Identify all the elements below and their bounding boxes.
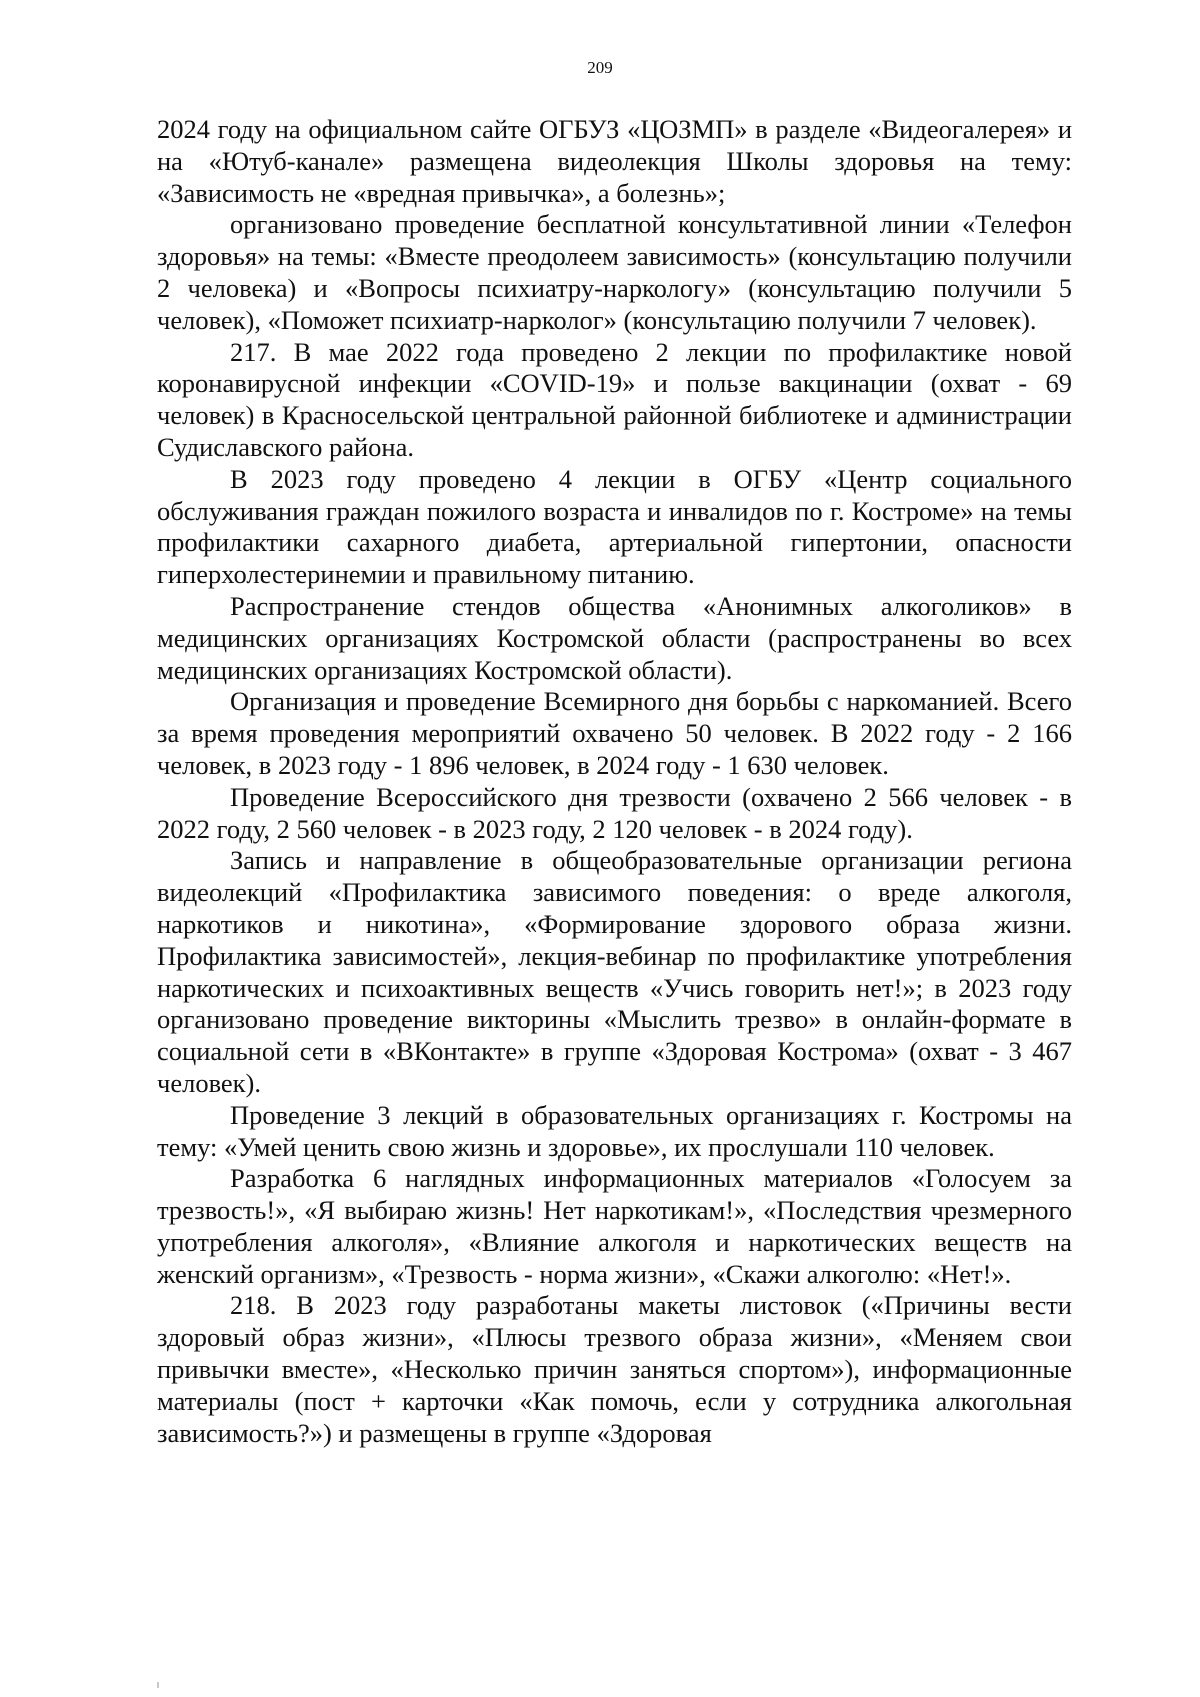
paragraph: В 2023 году проведено 4 лекции в ОГБУ «Центр социального обслуживания граждан пожилого возраста и инвалидов по г. Костроме» на темы профилактики сахарного диабета, артериальной гипертонии, опасности гиперхолестеринемии и правильному питанию. [157, 463, 1072, 590]
paragraph: Проведение 3 лекций в образовательных организациях г. Костромы на тему: «Умей ценить свою жизнь и здоровье», их прослушали 110 человек. [157, 1099, 1072, 1162]
paragraph-item-217: 217. В мае 2022 года проведено 2 лекции по профилактике новой коронавирусной инфекции «COVID-19» и пользе вакцинации (охват - 69 человек) в Красносельской центральной районной библиотеке и администрации Судиславского района. [157, 336, 1072, 462]
paragraph: Проведение Всероссийского дня трезвости (охвачено 2 566 человек - в 2022 году, 2 560 человек - в 2023 году, 2 120 человек - в 2024 году). [157, 781, 1072, 844]
scan-edge-mark [157, 1682, 159, 1688]
paragraph: организовано проведение бесплатной консультативной линии «Телефон здоровья» на темы: «Вместе преодолеем зависимость» (консультацию получили 2 человека) и «Вопросы психиатру-наркологу» (консультацию получили 5 человек), «Поможет психиатр-нарколог» (консультацию получили 7 человек). [157, 209, 1072, 335]
paragraph: Разработка 6 наглядных информационных материалов «Голосуем за трезвость!», «Я выбираю жизнь! Нет наркотикам!», «Последствия чрезмерного употребления алкоголя», «Влияние алкоголя и наркотических веществ на женский организм», «Трезвость - норма жизни», «Скажи алкоголю: «Нет!». [157, 1163, 1072, 1289]
paragraph: Распространение стендов общества «Анонимных алкоголиков» в медицинских организациях Костромской области (распространены во всех медицинских организациях Костромской области). [157, 590, 1072, 685]
document-body [157, 114, 1072, 1449]
page-number: 209 [587, 58, 613, 77]
paragraph-item-218: 218. В 2023 году разработаны макеты листовок («Причины вести здоровый образ жизни», «Плюсы трезвого образа жизни», «Меняем свои привычки вместе», «Несколько причин заняться спортом»), информационные материалы (пост + карточки «Как помочь, если у сотрудника алкогольная зависимость?») и размещены в группе «Здоровая [157, 1290, 1072, 1448]
paragraph: Запись и направление в общеобразовательные организации региона видеолекций «Профилактика зависимого поведения: о вреде алкоголя, наркотиков и никотина», «Формирование здорового образа жизни. Профилактика зависимостей», лекция-вебинар по профилактике употребления наркотических и психоактивных веществ «Учись говорить нет!»; в 2023 году организовано проведение викторины «Мыслить трезво» в онлайн-формате в социальной сети в «ВКонтакте» в группе «Здоровая Кострома» (охват - 3 467 человек). [157, 845, 1072, 1098]
paragraph-continuation: 2024 году на официальном сайте ОГБУЗ «ЦОЗМП» в разделе «Видеогалерея» и на «Ютуб-канале» размещена видеолекция Школы здоровья на тему: «Зависимость не «вредная привычка», а болезнь»; [157, 114, 1072, 208]
paragraph: Организация и проведение Всемирного дня борьбы с наркоманией. Всего за время проведения мероприятий охвачено 50 человек. В 2022 году - 2 166 человек, в 2023 году - 1 896 человек, в 2024 году - 1 630 человек. [157, 686, 1072, 780]
